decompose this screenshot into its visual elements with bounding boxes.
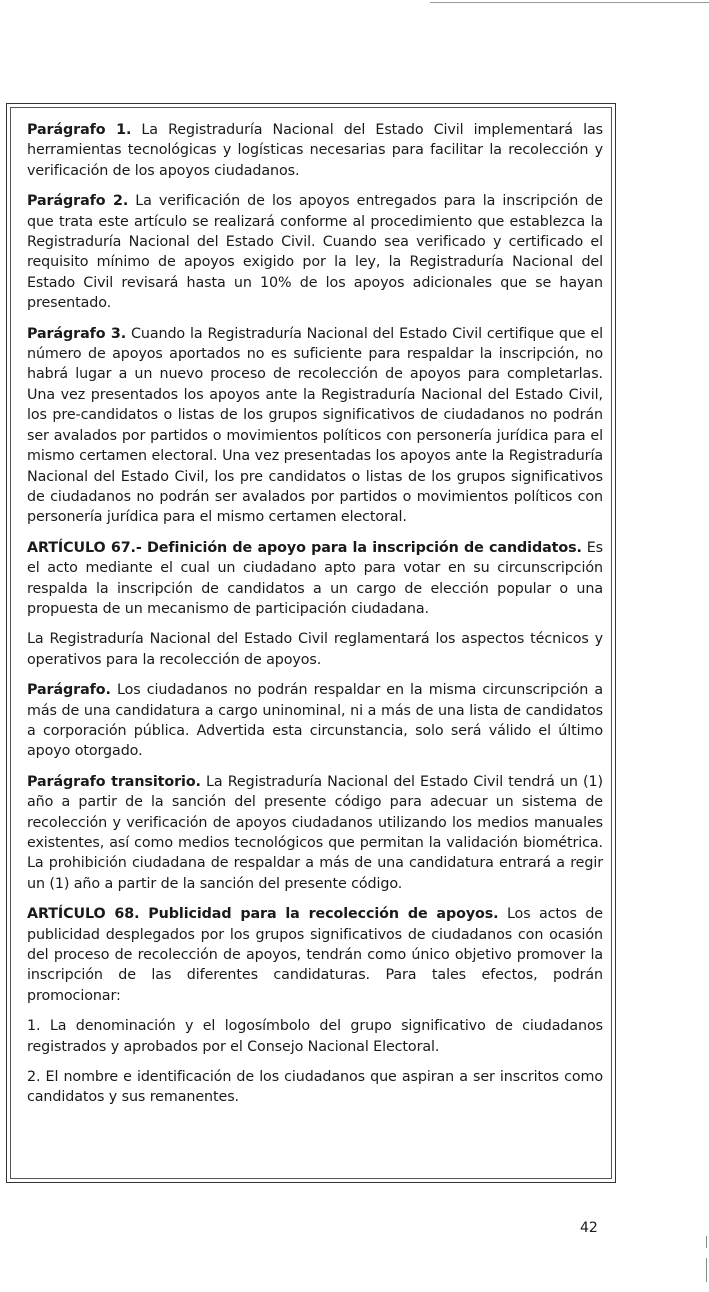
article-67-regulation: [27, 629, 603, 670]
article-68-text: Los actos de publicidad desplegados por los grupos significativos de ciudadanos con ocasión del proceso de recolección de apoyos, tendrán como único objetivo promover la inscripción de las diferentes candidaturas. Para tales efectos, podrán promocionar:: [27, 906, 603, 1004]
paragraph-1: [27, 120, 603, 181]
list-item-1: [27, 1016, 603, 1057]
transitional-paragraph: [27, 772, 603, 894]
article-67-paragraph: [27, 680, 603, 762]
article-68: [27, 904, 603, 1006]
edge-mark-2: [706, 1258, 707, 1282]
article-67-text: Es el acto mediante el cual un ciudadano apto para votar en su circunscripción respalda la inscripción de candidatos a un cargo de elección popular o una propuesta de un mecanismo de participación ciudadana.: [27, 539, 603, 617]
paragraph-2: [27, 191, 603, 313]
list-item-2: [27, 1067, 603, 1108]
article-67: [27, 538, 603, 620]
paragraph-2-heading: Parágrafo 2.: [27, 193, 129, 210]
list-item-1-text: 1. La denominación y el logosímbolo del grupo significativo de ciudadanos registrados y aprobados por el Consejo Nacional Electoral.: [27, 1018, 603, 1055]
article-67-paragraph-text: Los ciudadanos no podrán respaldar en la misma circunscripción a más de una candidatura a cargo uninominal, ni a más de una lista de candidatos a corporación pública. Advertida esta circunstancia, solo será válido el último apoyo otorgado.: [27, 682, 603, 760]
paragraph-1-text: La Registraduría Nacional del Estado Civil implementará las herramientas tecnológicas y logísticas necesarias para facilitar la recolección y verificación de los apoyos ciudadanos.: [27, 122, 603, 179]
article-68-heading: ARTÍCULO 68. Publicidad para la recolección de apoyos.: [27, 906, 499, 923]
transitional-paragraph-heading: Parágrafo transitorio.: [27, 773, 201, 790]
article-67-regulation-text: La Registraduría Nacional del Estado Civil reglamentará los aspectos técnicos y operativos para la recolección de apoyos.: [27, 631, 603, 668]
edge-mark-1: [706, 1236, 707, 1248]
paragraph-2-text: La verificación de los apoyos entregados para la inscripción de que trata este artículo se realizará conforme al procedimiento que establezca la Registraduría Nacional del Estado Civil. Cuando sea verificado y certificado el requisito mínimo de apoyos exigido por la ley, la Registraduría Nacional del Estado Civil revisará hasta un 10% de los apoyos adicionales que se hayan presentado.: [27, 193, 603, 312]
top-edge-rule: [430, 2, 709, 3]
paragraph-3-text: Cuando la Registraduría Nacional del Estado Civil certifique que el número de apoyos aportados no es suficiente para respaldar la inscripción, no habrá lugar a un nuevo proceso de recolección de apoyos para completarlas. Una vez presentados los apoyos ante la Registraduría Nacional del Estado Civil, los pre-candidatos o listas de los grupos significativos de ciudadanos no podrán ser avalados por partidos o movimientos políticos con personería jurídica para el mismo certamen electoral. Una vez presentadas los apoyos ante la Registraduría Nacional del Estado Civil, los pre candidatos o listas de los grupos significativos de ciudadanos no podrán ser avalados por partidos o movimientos políticos con personería jurídica para el mismo certamen electoral.: [27, 325, 603, 526]
paragraph-3: [27, 324, 603, 528]
paragraph-3-heading: Parágrafo 3.: [27, 325, 127, 342]
page-number: 42: [580, 1220, 598, 1236]
article-67-heading: ARTÍCULO 67.- Definición de apoyo para la inscripción de candidatos.: [27, 539, 582, 556]
transitional-paragraph-text: La Registraduría Nacional del Estado Civil tendrá un (1) año a partir de la sanción del presente código para adecuar un sistema de recolección y verificación de apoyos ciudadanos utilizando los medios manuales existentes, así como medios tecnológicos que permitan la validación biométrica. La prohibición ciudadana de respaldar a más de una candidatura entrará a regir un (1) año a partir de la sanción del presente código.: [27, 773, 603, 892]
document-body: [27, 120, 603, 1118]
list-item-2-text: 2. El nombre e identificación de los ciudadanos que aspiran a ser inscritos como candidatos y sus remanentes.: [27, 1069, 603, 1106]
article-67-paragraph-heading: Parágrafo.: [27, 682, 111, 699]
paragraph-1-heading: Parágrafo 1.: [27, 122, 132, 138]
